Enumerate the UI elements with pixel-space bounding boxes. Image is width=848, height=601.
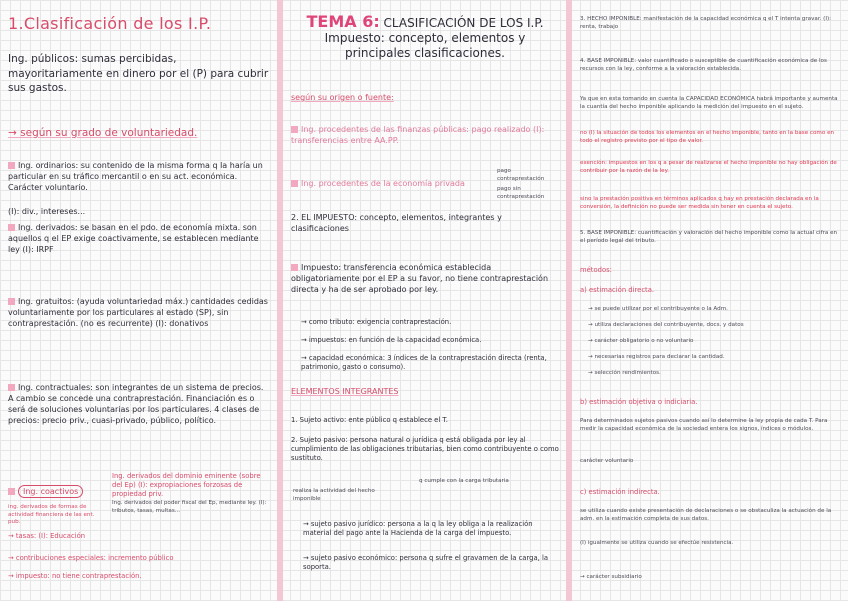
impuestos-capacidad: → impuestos: en función de la capacidad económica. — [301, 336, 482, 344]
finanzas-publicas — [291, 124, 559, 146]
ing-actividad-financiera: ing. derivados de formas de actividad financiera de las ent. pub. — [8, 504, 95, 525]
definition-ingresos-publicos: Ing. públicos: sumas percibidas, mayoritariamente en dinero por el (P) para cubrir sus gastos. — [8, 53, 269, 94]
objetiva-caracter: carácter voluntario — [580, 458, 634, 464]
ing-coactivos-label: Ing. coactivos — [18, 485, 83, 498]
bullet-icon — [8, 488, 15, 495]
ing-ordinarios — [8, 160, 270, 193]
impuesto-line — [8, 572, 270, 581]
notes-column-2 — [283, 0, 566, 601]
bullet-icon — [8, 224, 15, 231]
capacidad-economica: → capacidad económica: 3 índices de la contraprestación directa (renta, patrimonio, gasto o consumo). — [301, 354, 547, 371]
estimacion-indirecta-heading: c) estimación indirecta. — [580, 488, 660, 496]
capacidad-note: Ya que en esta tomando en cuenta la CAPACIDAD ECONÓMICA habrá importante y aumenta la cuantía del hecho imponible aplicando la medición del impuesto en el sujeto. — [580, 96, 838, 110]
sujeto-pasivo-economico: → sujeto pasivo económico: persona q sufre el gravamen de la carga, la soporta. — [303, 554, 548, 571]
impuesto-definition — [291, 262, 559, 295]
ing-derivados-text: Ing. derivados: se basan en el pdo. de economía mixta. son aquellos q el EP exige coactivamente, se establecen mediante ley (I): IRPF — [8, 223, 259, 254]
metodos-heading: métodos: — [580, 266, 612, 274]
contribuyente-note: realiza la actividad del hecho imponible — [293, 488, 375, 502]
page-title: 1.Clasificación de los I.P. — [8, 14, 212, 33]
subheading-voluntariedad: → según su grado de voluntariedad. — [8, 127, 198, 139]
contribuciones-text: → contribuciones especiales: incremento público — [8, 554, 174, 562]
no-sujecion: no (I) la situación de todos los elementos en el hecho imponible, tanto en la base como en todo el registro previsto por el tipo de valor. — [580, 130, 835, 144]
indirecta-text: se utiliza cuando existe presentación de declaraciones o se obstaculiza la actuación de la adm. en la estimación completa de sus datos. — [580, 508, 832, 522]
directa-item-3: → carácter obligatorio o no voluntario — [588, 338, 694, 344]
ing-poder-fiscal: Ing. derivados del poder fiscal del Ep, mediante ley. (I): tributos, tasas, multas... — [112, 500, 267, 514]
tema-heading — [291, 14, 559, 61]
elementos-heading: ELEMENTOS INTEGRANTES — [291, 387, 399, 396]
exencion: exención: impuestos en los q a pesar de realizarse el hecho imponible no hay obligación de contribuir por la razón de la ley. — [580, 160, 837, 174]
ing-contractuales — [8, 382, 270, 426]
origen-heading: según su origen o fuente: — [291, 93, 394, 102]
notes-column-1 — [0, 0, 275, 601]
directa-item-5: → selección rendimientos. — [588, 370, 661, 376]
ing-ordinarios-text: Ing. ordinarios: su contenido de la misma forma q la haría un particular en su tráfico mercantil o en su act. económica. Carácter voluntario. — [8, 161, 263, 192]
directa-item-1: → se puede utilizar por el contribuyente o la Adm. — [588, 306, 728, 312]
pago-contraprestacion: pago contraprestación — [497, 168, 545, 182]
sujeto-pasivo: 2. Sujeto pasivo: persona natural o jurídica q está obligada por ley al cumplimiento de las obligaciones tributarias, bien como contribuyente o como sustituto. — [291, 436, 559, 462]
pago-sin-contraprestacion: pago sin contraprestación — [497, 186, 545, 200]
bullet-icon — [8, 384, 15, 391]
ing-gratuitos — [8, 296, 270, 329]
sujeto-pasivo-juridico: → sujeto pasivo jurídico: persona a la q la ley obliga a la realización material del pago ante la Hacienda de la carga del impuesto. — [303, 520, 533, 537]
contribuciones-line — [8, 554, 270, 563]
tema-title-text: CLASIFICACIÓN DE LOS I.P. Impuesto: concepto, elementos y principales clasificaciones. — [324, 16, 544, 60]
ing-ordinarios-example: (I): div., intereses... — [8, 207, 86, 216]
base-imponible-def: 4. BASE IMPONIBLE: valor cuantificado o susceptible de cuantificación económica de los recursos con la ley, conforme a la valoración establecida. — [580, 58, 827, 72]
ing-contractuales-text: Ing. contractuales: son integrantes de un sistema de precios. A cambio se concede una contraprestación. Financiación es o será de soluciones voluntarias por los particulares. 4 clases de precios: precio priv., cuasi-privado, público, político. — [8, 383, 264, 425]
sujeto-activo: 1. Sujeto activo: ente público q establece el T. — [291, 416, 448, 424]
indirecta-caracter: → carácter subsidiario — [580, 574, 642, 580]
tasas-text: → tasas: (I): Educación — [8, 532, 86, 540]
directa-item-2: → utiliza declaraciones del contribuyente, docs. y datos — [588, 322, 744, 328]
ing-gratuitos-text: Ing. gratuitos: (ayuda voluntariedad máx.) cantidades cedidas voluntariamente por los particulares al estado (SP), sin contraprestación. (no es recurrente) (I): donativos — [8, 297, 268, 328]
ing-coactivos — [8, 486, 108, 497]
estimacion-objetiva-heading: b) estimación objetiva o indiciaria. — [580, 398, 698, 406]
economia-privada-text: Ing. procedentes de la economía privada — [301, 179, 465, 188]
prestacion-note: sino la prestación positiva en términos aplicados q hay en prestación declarada en la conversión, la definición no puede ser medida sin tener en cuenta el sujeto. — [580, 196, 819, 210]
bullet-icon — [291, 180, 298, 187]
finanzas-publicas-text: Ing. procedentes de las finanzas públicas: pago realizado (I): transferencias entre AA.PP. — [291, 125, 545, 145]
tema-number: TEMA 6: — [306, 12, 380, 31]
impuesto-text: → impuesto: no tiene contraprestación. — [8, 572, 142, 580]
impuesto-heading: 2. EL IMPUESTO: concepto, elementos, integrantes y clasificaciones — [291, 213, 502, 233]
notes-column-3 — [572, 0, 848, 601]
tasas-line — [8, 532, 270, 541]
sustituto-note: q cumple con la carga tributaria — [419, 478, 509, 484]
impuesto-definition-text: Impuesto: transferencia económica establecida obligatoriamente por el EP a su favor, no tiene contraprestación directa y ha de ser aprobado por ley. — [291, 263, 549, 294]
bullet-icon — [291, 126, 298, 133]
base-imponible-cuantificacion: 5. BASE IMPONIBLE: cuantificación y valoración del hecho imponible como la actual cifra en el período legal del tributo. — [580, 230, 838, 244]
ing-derivados — [8, 222, 270, 255]
estimacion-directa-heading: a) estimación directa. — [580, 286, 655, 294]
economia-privada — [291, 178, 487, 189]
bullet-icon — [8, 298, 15, 305]
bullet-icon — [291, 264, 298, 271]
indirecta-resistencia: (I) igualmente se utiliza cuando se efectúe resistencia. — [580, 540, 734, 546]
bullet-icon — [8, 162, 15, 169]
hecho-imponible: 3. HECHO IMPONIBLE: manifestación de la capacidad económica q el T intenta gravar. (I): renta, trabajo — [580, 16, 832, 30]
objetiva-text: Para determinados sujetos pasivos cuando así lo determine la ley propia de cada T. Para medir la capacidad económica de la sociedad entera los signos, índices o módulos. — [580, 418, 828, 432]
como-tributo: → como tributo: exigencia contraprestación. — [301, 318, 452, 326]
ing-dominio-eminente: Ing. derivados del dominio eminente (sobre del Ep) (I): expropiaciones forzosas de propiedad priv. — [112, 472, 261, 498]
directa-item-4: → necesarias registros para declarar la cantidad. — [588, 354, 725, 360]
